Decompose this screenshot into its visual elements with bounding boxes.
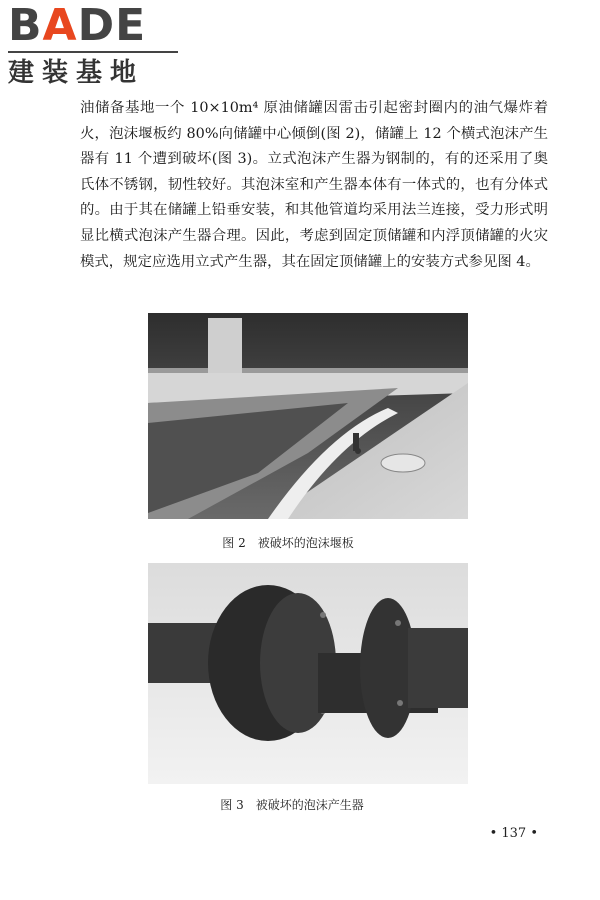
figure-2-photo xyxy=(148,313,468,519)
damaged-foam-generator-image xyxy=(148,563,468,784)
logo-subtitle: 建装基地 xyxy=(8,58,145,88)
damaged-foam-dam-image xyxy=(148,313,468,519)
brand-logo xyxy=(8,0,183,88)
figure-2-caption: 图 2 被破坏的泡沫堰板 xyxy=(222,536,354,550)
body-paragraph: 油储备基地一个 10×10m⁴ 原油储罐因雷击引起密封圈内的油气爆炸着火，泡沫堰板约 80%向储罐中心倾倒(图 2)，储罐上 12 个横式泡沫产生器有 11 个遭到破坏(图 3)。立式泡沫产生器为钢制的，有的还采用了奥氏体不锈钢，韧性较好。其泡沫室和产生器本体有一体式的，也有分体式的。由于其在储罐上铅垂安装，和其他管道均采用法兰连接，受力形式明显比横式泡沫产生器合理。因此，考虑到固定顶储罐和内浮顶储罐的火灾模式，规定应选用立式产生器，其在固定顶储罐上的安装方式参见图 4。 xyxy=(80,100,548,270)
figure-3-caption: 图 3 被破坏的泡沫产生器 xyxy=(220,798,364,812)
logo-divider xyxy=(8,51,178,53)
logo-wordmark: BADE xyxy=(8,0,147,51)
logo-accent-letter: A xyxy=(42,0,78,51)
figure-3-photo xyxy=(148,563,468,784)
page-number: • 137 • xyxy=(489,826,538,841)
